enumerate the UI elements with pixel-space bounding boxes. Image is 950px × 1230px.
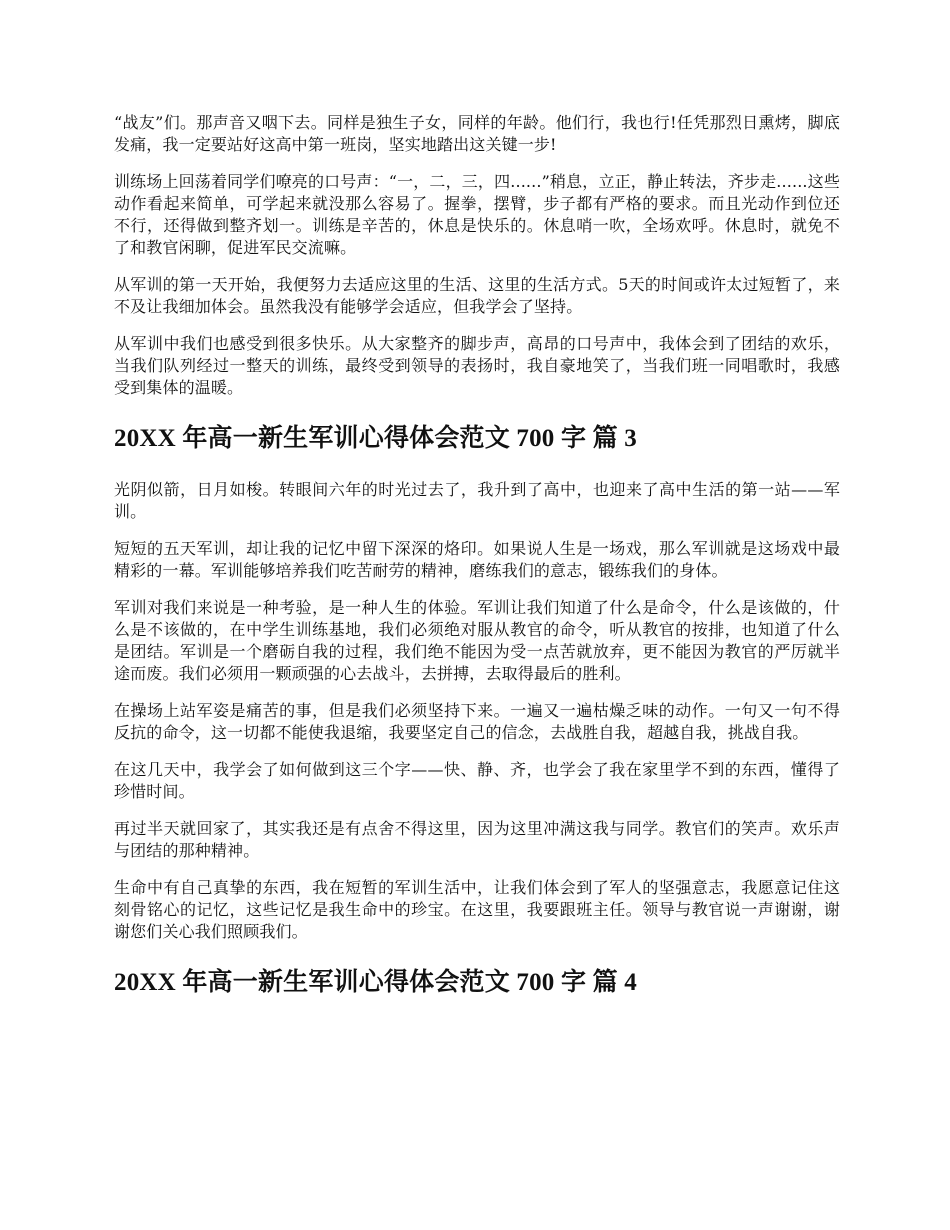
- paragraph: 训练场上回荡着同学们嘹亮的口号声：“一，二，三，四......”稍息，立正，静止转法，齐步走......这些动作看起来简单，可学起来就没那么容易了。握拳，摆臂，步子都有严格的要求。而且光动作到位还不行，还得做到整齐划一。训练是辛苦的，休息是快乐的。休息哨一吹，全场欢呼。休息时，就免不了和教官闲聊，促进军民交流嘛。: [114, 172, 840, 257]
- paragraph: 从军训的第一天开始，我便努力去适应这里的生活、这里的生活方式。5天的时间或许太过短暂了，来不及让我细加体会。虽然我没有能够学会适应，但我学会了坚持。: [114, 275, 840, 316]
- paragraph: 军训对我们来说是一种考验，是一种人生的体验。军训让我们知道了什么是命令，什么是该做的，什么是不该做的，在中学生训练基地，我们必须绝对服从教官的命令，听从教官的按排，也知道了什么是团结。军训是一个磨砺自我的过程，我们绝不能因为受一点苦就放弃，更不能因为教官的严厉就半途而废。我们必须用一颗顽强的心去战斗，去拼搏，去取得最后的胜利。: [114, 598, 840, 683]
- paragraph: 生命中有自己真挚的东西，我在短暂的军训生活中，让我们体会到了军人的坚强意志，我愿意记住这刻骨铭心的记忆，这些记忆是我生命中的珍宝。在这里，我要跟班主任。领导与教官说一声谢谢，谢谢您们关心我们照顾我们。: [114, 878, 840, 941]
- section-4: [114, 967, 840, 999]
- paragraph: 再过半天就回家了，其实我还是有点舍不得这里，因为这里冲满这我与同学。教官们的笑声。欢乐声与团结的那种精神。: [114, 819, 840, 860]
- section-heading: 20XX 年高一新生军训心得体会范文 700 字 篇 3: [114, 425, 637, 452]
- paragraph: “战友”们。那声音又咽下去。同样是独生子女，同样的年龄。他们行，我也行!任凭那烈日熏烤，脚底发痛，我一定要站好这高中第一班岗，坚实地踏出这关键一步!: [114, 113, 840, 154]
- paragraph: 从军训中我们也感受到很多快乐。从大家整齐的脚步声，高昂的口号声中，我体会到了团结的欢乐，当我们队列经过一整天的训练，最终受到领导的表扬时，我自豪地笑了，当我们班一同唱歌时，我感受到集体的温暖。: [114, 334, 840, 397]
- section-3: [114, 423, 840, 943]
- intro-section: [114, 112, 840, 399]
- document-page: [114, 112, 840, 1023]
- paragraph: 在这几天中，我学会了如何做到这三个字——快、静、齐，也学会了我在家里学不到的东西，懂得了珍惜时间。: [114, 760, 840, 801]
- paragraph: 在操场上站军姿是痛苦的事，但是我们必须坚持下来。一遍又一遍枯燥乏味的动作。一句又一句不得反抗的命令，这一切都不能使我退缩，我要坚定自己的信念，去战胜自我，超越自我，挑战自我。: [114, 701, 840, 742]
- paragraph: 光阴似箭，日月如梭。转眼间六年的时光过去了，我升到了高中，也迎来了高中生活的第一站——军训。: [114, 480, 840, 521]
- paragraph: 短短的五天军训，却让我的记忆中留下深深的烙印。如果说人生是一场戏，那么军训就是这场戏中最精彩的一幕。军训能够培养我们吃苦耐劳的精神，磨练我们的意志，锻练我们的身体。: [114, 539, 840, 580]
- section-heading: 20XX 年高一新生军训心得体会范文 700 字 篇 4: [114, 969, 637, 996]
